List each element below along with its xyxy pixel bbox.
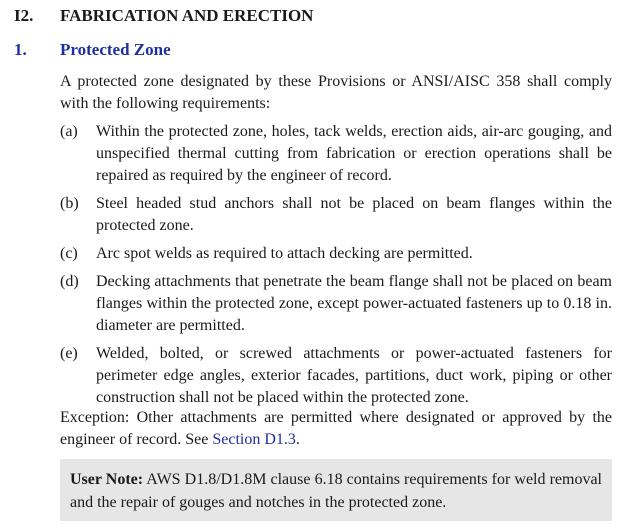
exception-end: . (295, 431, 300, 448)
requirements-list (60, 121, 612, 415)
list-item (60, 193, 612, 237)
user-note-text: AWS D1.8/D1.8M clause 6.18 contains requirements for weld removal and the repair of gouges and notches in the protected zone. (70, 471, 602, 511)
list-marker: (e) (60, 345, 78, 362)
exception-text: Exception: Other attachments are permitted where designated or approved by the engineer of record. See (60, 409, 612, 448)
list-text: Decking attachments that penetrate the beam flange shall not be placed on beam flanges within the protected zone, except power-actuated fasteners up to 0.18 in. diameter are permitted. (96, 273, 612, 334)
list-text: Welded, bolted, or screwed attachments or power-actuated fasteners for perimeter edge angles, exterior facades, partitions, duct work, piping or other construction shall not be placed within the protected zone. (96, 345, 612, 406)
section-d1-3-link[interactable]: Section D1.3 (212, 431, 296, 448)
exception-paragraph (60, 407, 612, 451)
list-item (60, 343, 612, 409)
subsection-title: Protected Zone (60, 40, 171, 59)
list-marker: (c) (60, 245, 78, 262)
section-number: I2. (14, 6, 34, 25)
list-marker: (b) (60, 195, 79, 212)
list-text: Steel headed stud anchors shall not be placed on beam flanges within the protected zone. (96, 195, 612, 234)
list-item (60, 121, 612, 187)
list-item (60, 271, 612, 337)
list-marker: (a) (60, 123, 78, 140)
user-note-label: User Note: (70, 471, 144, 488)
subsection-heading (14, 39, 171, 61)
section-heading (14, 5, 313, 27)
subsection-number: 1. (14, 40, 27, 59)
user-note-box (60, 459, 612, 521)
list-item (60, 243, 612, 265)
intro-paragraph: A protected zone designated by these Provisions or ANSI/AISC 358 shall comply with the following requirements: (60, 73, 612, 112)
list-marker: (d) (60, 273, 79, 290)
list-text: Arc spot welds as required to attach decking are permitted. (96, 245, 473, 262)
section-title: FABRICATION AND ERECTION (60, 6, 314, 25)
list-text: Within the protected zone, holes, tack welds, erection aids, air-arc gouging, and unspecified thermal cutting from fabrication or erection operations shall be repaired as required by the engineer of record. (96, 123, 612, 184)
